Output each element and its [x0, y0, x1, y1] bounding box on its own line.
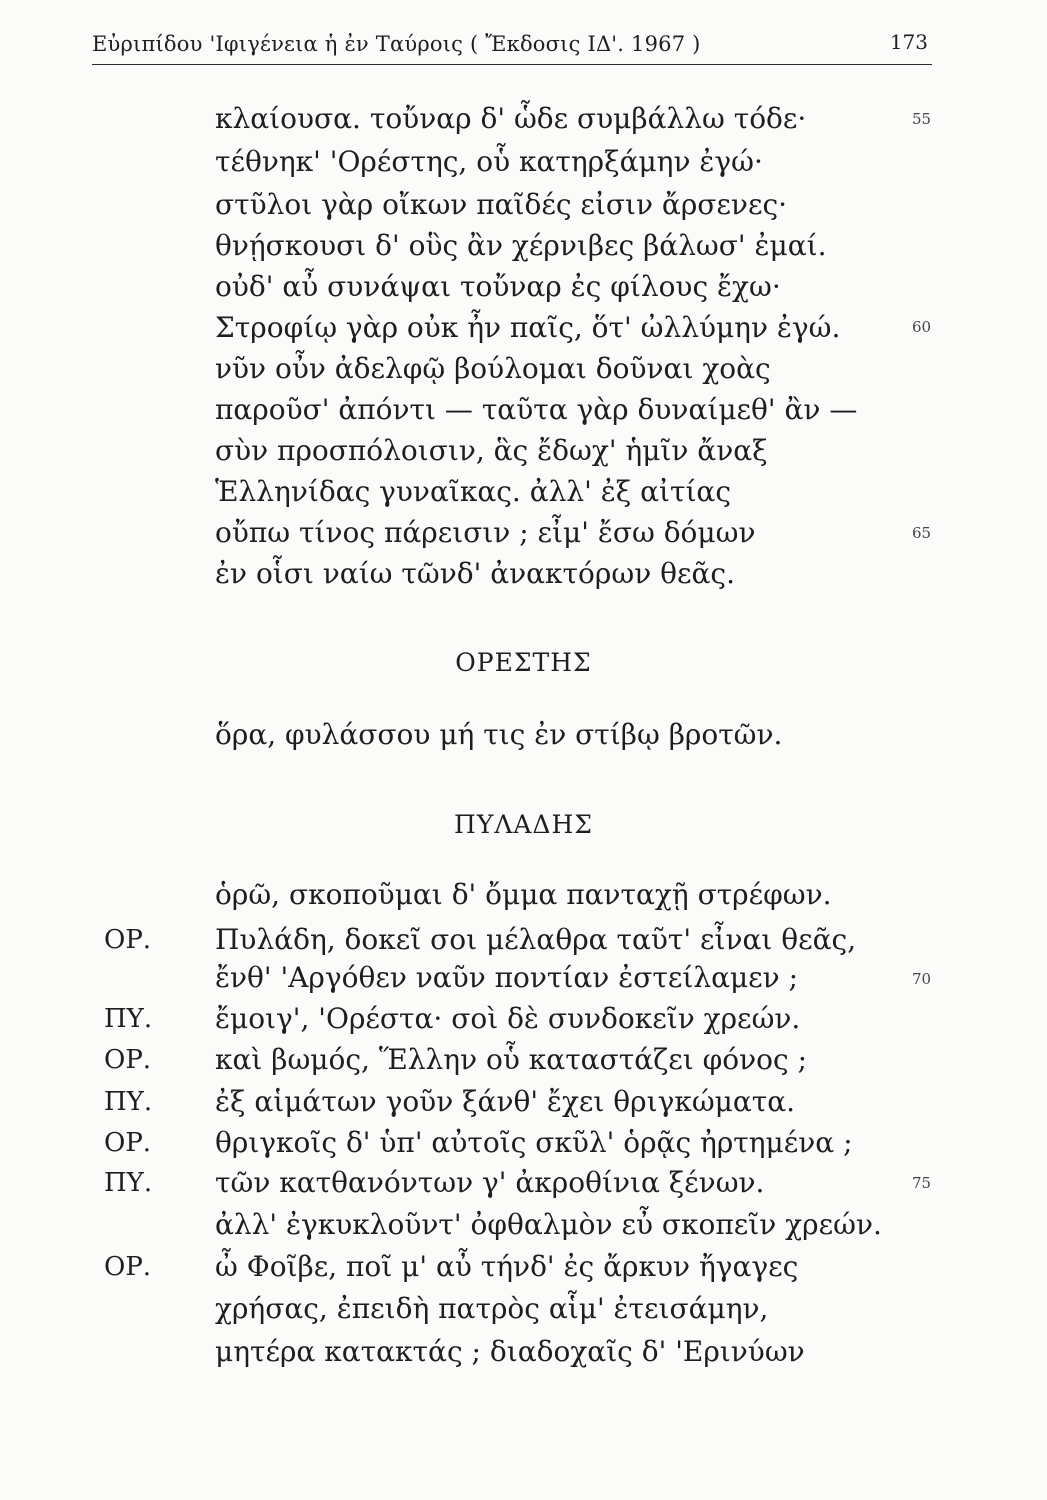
page-number: 173 — [889, 30, 928, 54]
verse-line: ἔμοιγ', 'Ορέστα· σοὶ δὲ συνδοκεῖν χρεών. — [215, 1002, 801, 1035]
speaker-label: ΠΥ. — [104, 1087, 153, 1117]
verse-line: Στροφίῳ γὰρ οὐκ ἦν παῖς, ὅτ' ὠλλύμην ἐγώ. — [215, 311, 841, 344]
verse-line: ἀλλ' ἐγκυκλοῦντ' ὀφθαλμὸν εὖ σκοπεῖν χρεών. — [215, 1208, 882, 1241]
line-number: 75 — [912, 1174, 932, 1192]
line-number: 55 — [912, 110, 932, 128]
verse-line: οὐδ' αὖ συνάψαι τοὔναρ ἐς φίλους ἔχω· — [215, 270, 781, 303]
verse-line: θνῄσκουσι δ' οὓς ἂν χέρνιβες βάλωσ' ἐμαί. — [215, 229, 827, 262]
verse-line: ἐν οἷσι ναίω τῶνδ' ἀνακτόρων θεᾶς. — [215, 557, 735, 590]
speaker-label: ΟΡ. — [104, 925, 152, 955]
verse-line: κλαίουσα. τοὔναρ δ' ὧδε συμβάλλω τόδε· — [215, 102, 807, 135]
verse-line: ὅρα, φυλάσσου μή τις ἐν στίβῳ βροτῶν. — [215, 718, 783, 751]
verse-line: παροῦσ' ἀπόντι — ταῦτα γὰρ δυναίμεθ' ἂν — — [215, 393, 858, 426]
speaker-label: ΠΥ. — [104, 1004, 153, 1034]
line-number: 65 — [912, 524, 932, 542]
verse-line: χρήσας, ἐπειδὴ πατρὸς αἷμ' ἐτεισάμην, — [215, 1292, 769, 1325]
verse-line: νῦν οὖν ἀδελφῷ βούλομαι δοῦναι χοὰς — [215, 352, 771, 385]
verse-line: τέθνηκ' 'Ορέστης, οὗ κατηρξάμην ἐγώ· — [215, 145, 763, 178]
speaker-heading-orestes: ΟΡΕΣΤΗΣ — [455, 648, 592, 677]
verse-line: ὁρῶ, σκοποῦμαι δ' ὄμμα πανταχῇ στρέφων. — [215, 878, 832, 911]
verse-line: Πυλάδη, δοκεῖ σοι μέλαθρα ταῦτ' εἶναι θεᾶς, — [215, 923, 857, 956]
speaker-label: ΠΥ. — [104, 1168, 153, 1198]
verse-line: ἔνθ' 'Αργόθεν ναῦν ποντίαν ἐστείλαμεν ; — [215, 961, 799, 994]
line-number: 70 — [912, 970, 932, 988]
speaker-heading-pylades: ΠΥΛΑΔΗΣ — [454, 810, 593, 839]
running-title: Εὐριπίδου 'Ιφιγένεια ἡ ἐν Ταύροις ( Ἔκδοσις ΙΔ'. 1967 ) — [92, 32, 701, 56]
verse-line: θριγκοῖς δ' ὑπ' αὐτοῖς σκῦλ' ὁρᾷς ἠρτημένα ; — [215, 1126, 853, 1159]
verse-line: Ἑλληνίδας γυναῖκας. ἀλλ' ἐξ αἰτίας — [215, 475, 732, 508]
verse-line: μητέρα κατακτάς ; διαδοχαῖς δ' 'Ερινύων — [215, 1335, 805, 1368]
verse-line: ὦ Φοῖβε, ποῖ μ' αὖ τήνδ' ἐς ἄρκυν ἤγαγες — [215, 1250, 799, 1283]
verse-line: τῶν κατθανόντων γ' ἀκροθίνια ξένων. — [215, 1166, 765, 1199]
line-number: 60 — [912, 318, 932, 336]
speaker-label: ΟΡ. — [104, 1252, 152, 1282]
verse-line: οὔπω τίνος πάρεισιν ; εἶμ' ἔσω δόμων — [215, 516, 756, 549]
speaker-label: ΟΡ. — [104, 1128, 152, 1158]
running-header — [92, 28, 932, 65]
verse-line: στῦλοι γὰρ οἴκων παῖδές εἰσιν ἄρσενες· — [215, 188, 788, 221]
verse-line: σὺν προσπόλοισιν, ἃς ἔδωχ' ἡμῖν ἄναξ — [215, 434, 768, 467]
speaker-label: ΟΡ. — [104, 1045, 152, 1075]
verse-line: ἐξ αἱμάτων γοῦν ξάνθ' ἔχει θριγκώματα. — [215, 1085, 796, 1118]
verse-line: καὶ βωμός, Ἕλλην οὗ καταστάζει φόνος ; — [215, 1043, 808, 1076]
